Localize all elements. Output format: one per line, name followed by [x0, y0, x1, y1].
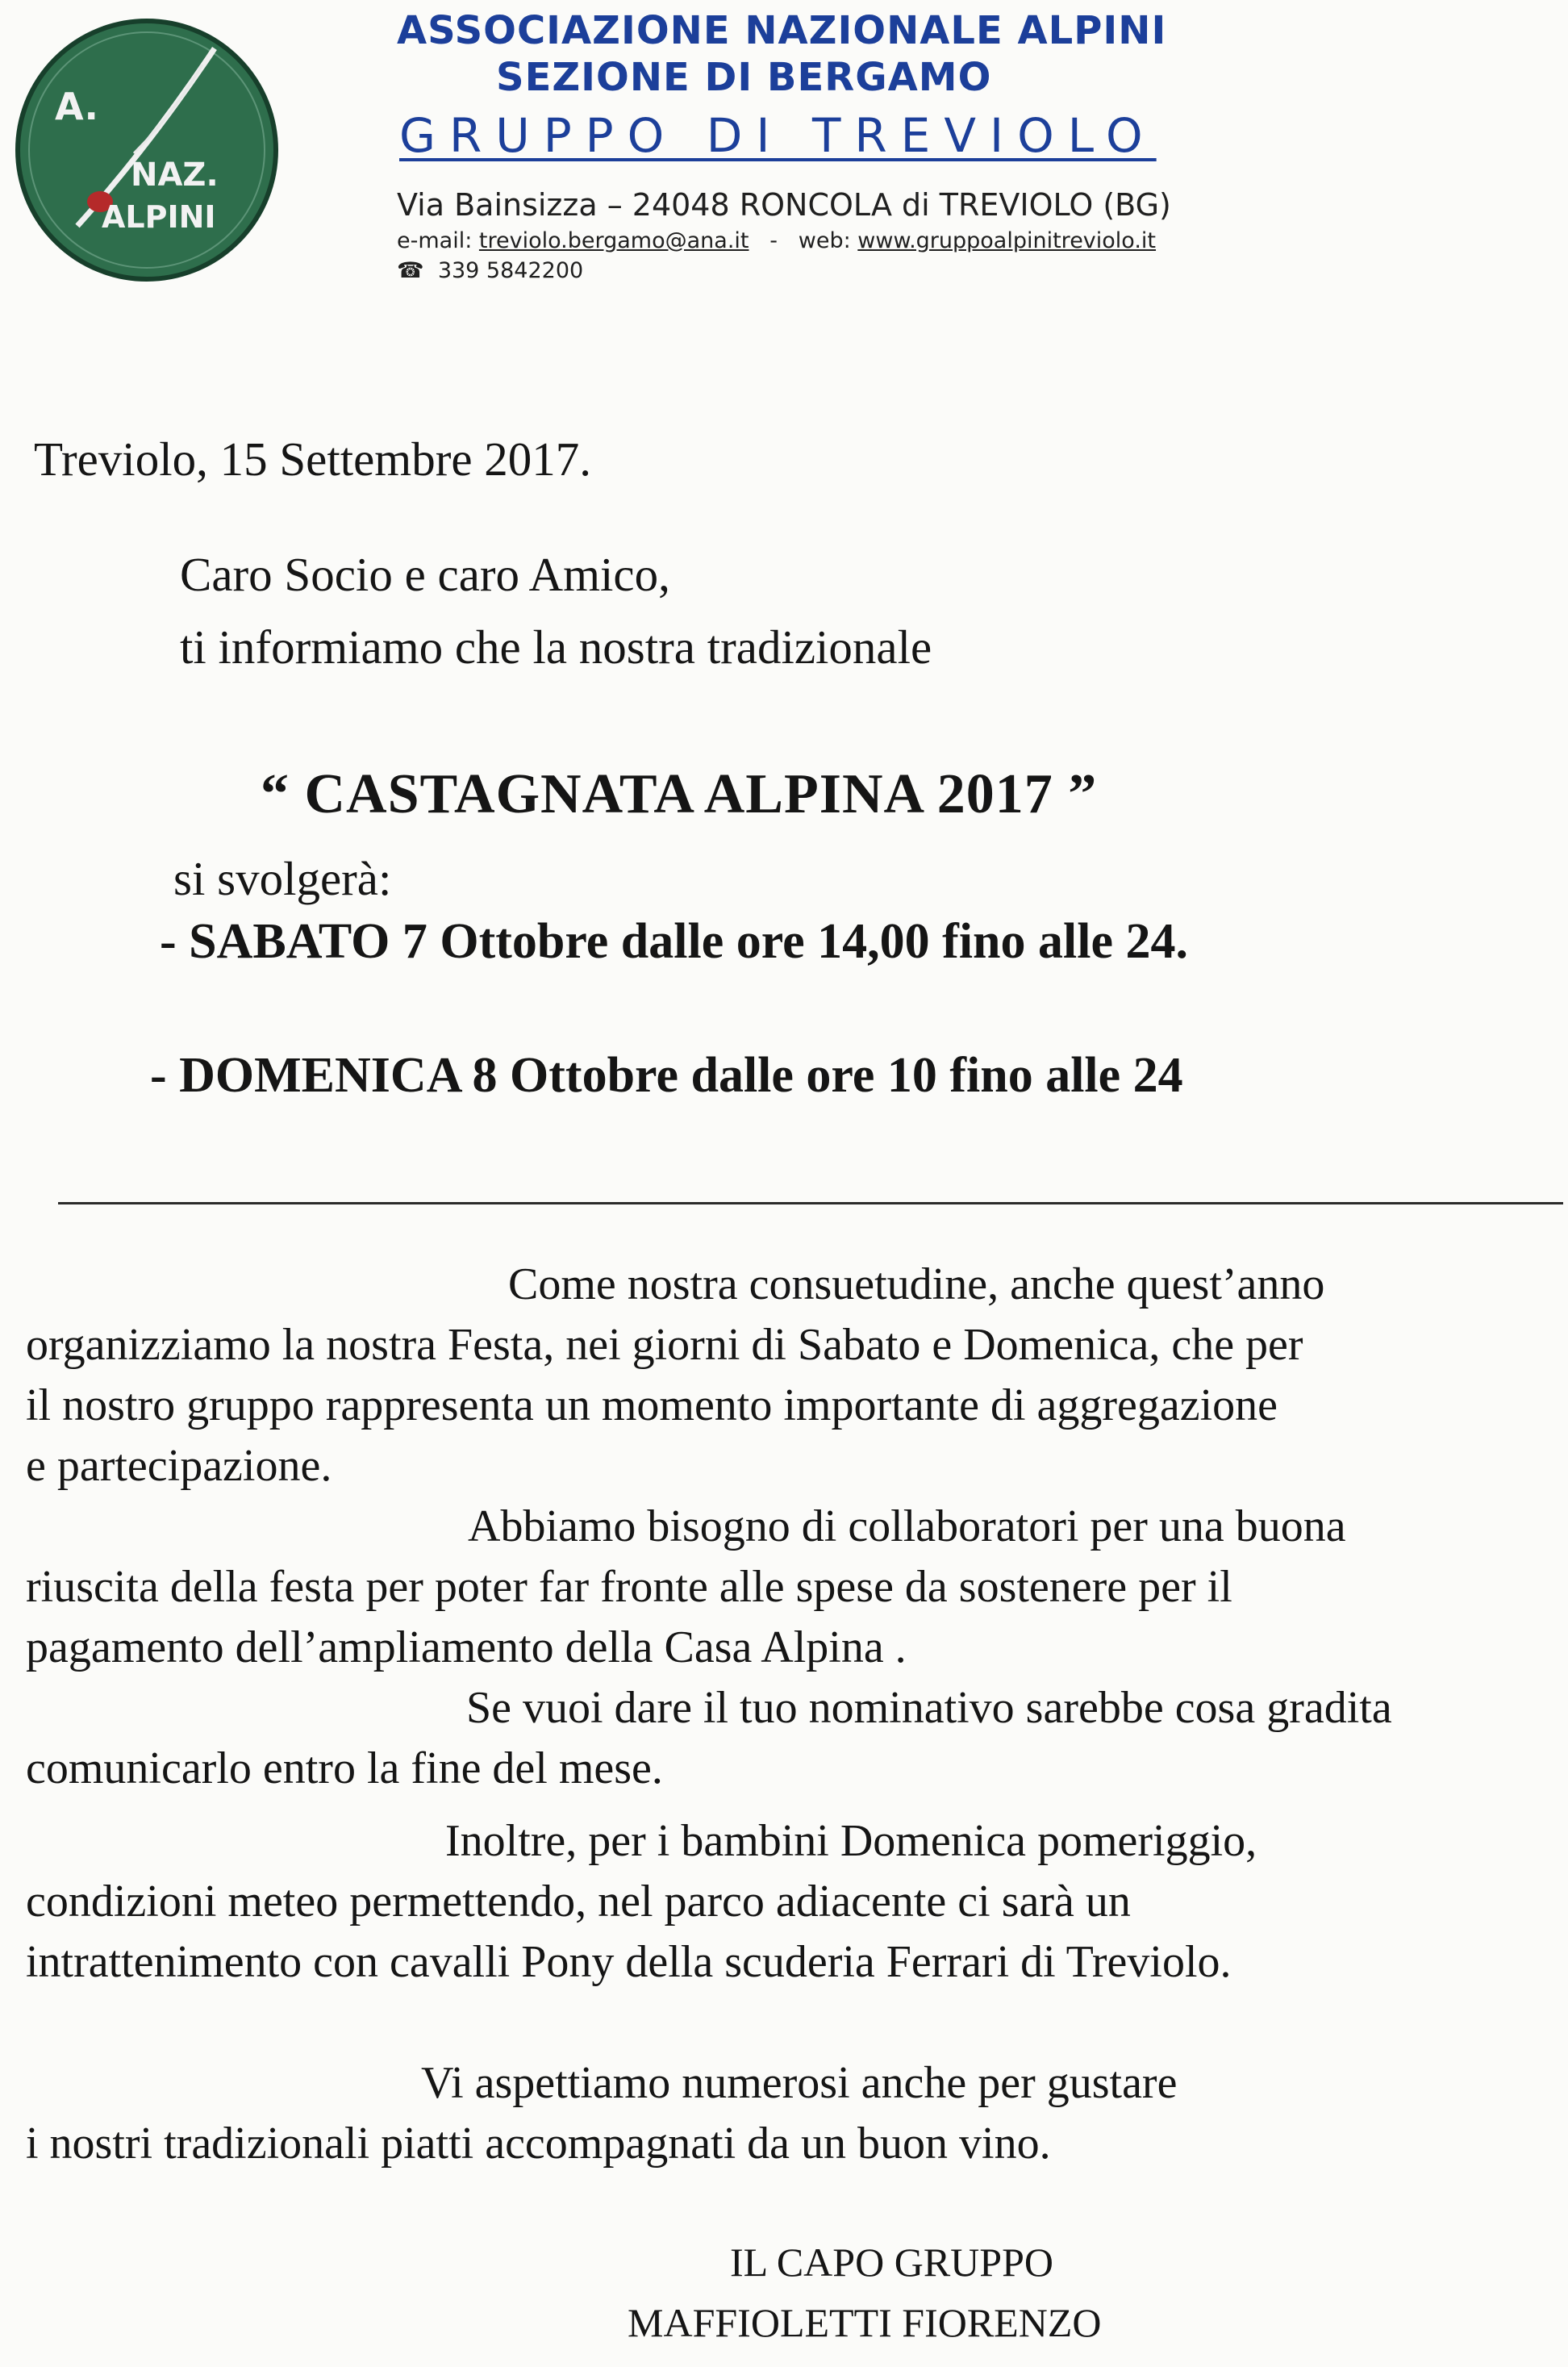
- letter-date: Treviolo, 15 Settembre 2017.: [34, 432, 592, 486]
- email-link[interactable]: treviolo.bergamo@ana.it: [478, 228, 749, 253]
- phone-line: [397, 258, 583, 283]
- body-line: condizioni meteo permettendo, nel parco adiacente ci sarà un: [26, 1876, 1131, 1927]
- schedule-saturday: - SABATO 7 Ottobre dalle ore 14,00 fino alle 24.: [160, 914, 1188, 969]
- org-name: ASSOCIAZIONE NAZIONALE ALPINI: [397, 8, 1167, 53]
- intro-line: ti informiamo che la nostra tradizionale: [180, 620, 932, 674]
- body-line: i nostri tradizionali piatti accompagnati da un buon vino.: [26, 2119, 1051, 2169]
- body-line: pagamento dell’ampliamento della Casa Alpina .: [26, 1622, 907, 1672]
- divider: [58, 1202, 1563, 1204]
- web-label: web:: [798, 228, 851, 253]
- body-line: Come nostra consuetudine, anche quest’anno: [508, 1259, 1325, 1309]
- body-line: comunicarlo entro la fine del mese.: [26, 1743, 663, 1793]
- body-line: e partecipazione.: [26, 1441, 332, 1491]
- body-line: intrattenimento con cavalli Pony della scuderia Ferrari di Treviolo.: [26, 1937, 1232, 1987]
- body-line: Vi aspettiamo numerosi anche per gustare: [421, 2058, 1178, 2108]
- body-line: organizziamo la nostra Festa, nei giorni di Sabato e Domenica, che per: [26, 1320, 1303, 1370]
- telephone-icon: ☎: [397, 258, 424, 283]
- logo-text-as: A.: [55, 85, 98, 128]
- logo-text-alpini: ALPINI: [102, 199, 216, 235]
- ana-logo: [13, 16, 281, 284]
- signature-name: MAFFIOLETTI FIORENZO: [628, 2300, 1102, 2345]
- event-title: “ CASTAGNATA ALPINA 2017 ”: [261, 763, 1098, 825]
- phone-number: 339 5842200: [437, 258, 584, 283]
- separator: -: [756, 228, 792, 253]
- group-name: GRUPPO DI TREVIOLO: [399, 108, 1157, 163]
- address: Via Bainsizza – 24048 RONCOLA di TREVIOLO (BG): [397, 187, 1171, 223]
- email-label: e-mail:: [397, 228, 473, 253]
- body-line: Inoltre, per i bambini Domenica pomeriggio,: [445, 1816, 1257, 1866]
- body-line: Abbiamo bisogno di collaboratori per una buona: [468, 1501, 1346, 1551]
- logo-text-naz: NAZ.: [131, 157, 219, 194]
- section-name: SEZIONE DI BERGAMO: [496, 55, 992, 100]
- body-line: Se vuoi dare il tuo nominativo sarebbe cosa gradita: [466, 1683, 1392, 1733]
- will-take-place: si svolgerà:: [173, 852, 392, 905]
- web-link[interactable]: www.gruppoalpinitreviolo.it: [857, 228, 1157, 253]
- schedule-sunday: - DOMENICA 8 Ottobre dalle ore 10 fino alle 24: [150, 1048, 1183, 1103]
- contact-line: [397, 228, 1156, 253]
- body-line: il nostro gruppo rappresenta un momento importante di aggregazione: [26, 1380, 1278, 1430]
- signature-title: IL CAPO GRUPPO: [730, 2240, 1054, 2285]
- body-line: riuscita della festa per poter far fronte alle spese da sostenere per il: [26, 1562, 1232, 1612]
- salutation: Caro Socio e caro Amico,: [180, 548, 670, 601]
